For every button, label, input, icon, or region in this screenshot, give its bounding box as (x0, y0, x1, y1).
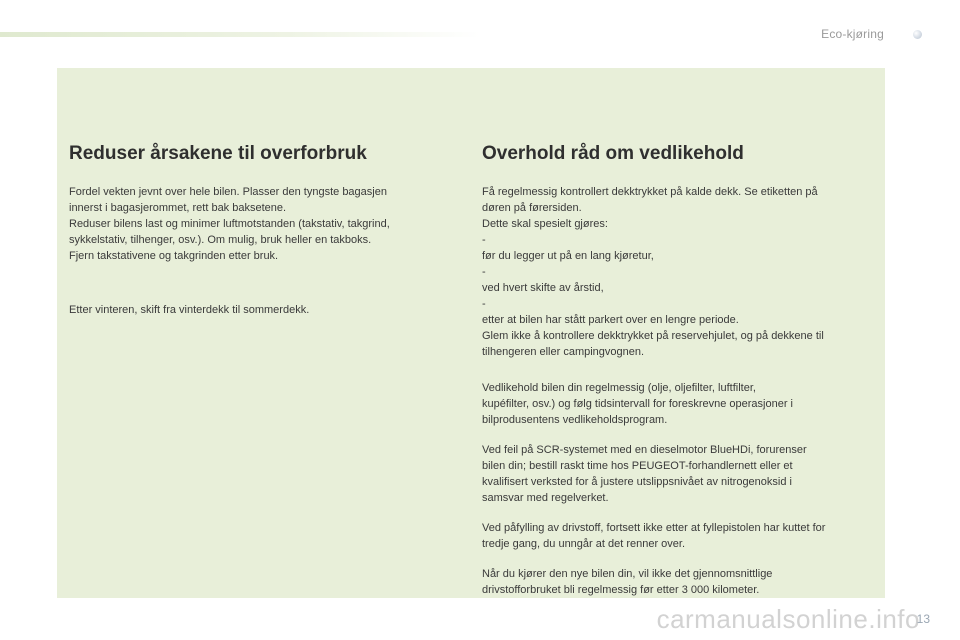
text-line: Vedlikehold bilen din regelmessig (olje, oljefilter, luftfilter, (482, 382, 756, 394)
text-line: tilhengeren eller campingvognen. (482, 346, 645, 358)
left-paragraph-tyres (69, 302, 454, 318)
text-line: tredje gang, du unngår at det renner over. (482, 538, 686, 550)
text-line: innerst i bagasjerommet, rett bak baksetene. (69, 202, 287, 214)
header-accent-bar (0, 32, 480, 37)
left-paragraph-weight (69, 184, 454, 264)
text-line: kupéfilter, osv.) og følg tidsintervall for foreskrevne operasjoner i (482, 398, 793, 410)
list-item (482, 296, 882, 328)
text-line: bilprodusentens vedlikeholdsprogram. (482, 414, 668, 426)
page-number: 13 (916, 612, 930, 626)
text-line: drivstofforbruket bli regelmessig før etter 3 000 kilometer. (482, 584, 760, 596)
text-line: Ved feil på SCR-systemet med en dieselmotor BlueHDi, forurenser (482, 444, 807, 456)
right-paragraph-new-car (482, 566, 882, 598)
list-item-text: før du legger ut på en lang kjøretur, (482, 250, 654, 262)
text-line: Når du kjører den nye bilen din, vil ikke det gjennomsnittlige (482, 568, 773, 580)
text-line: bilen din; bestill raskt time hos PEUGEOT-forhandlernett eller et (482, 460, 793, 472)
section-label: Eco-kjøring (821, 27, 884, 41)
watermark: carmanualsonline.info (656, 604, 920, 634)
text-line: sykkelstativ, tilhenger, osv.). Om mulig, bruk heller en takboks. (69, 234, 372, 246)
right-paragraph-maintenance (482, 380, 882, 428)
text-line: Fjern takstativene og takgrinden etter bruk. (69, 250, 279, 262)
right-paragraph-refuelling (482, 520, 882, 552)
text-line: Glem ikke å kontrollere dekktrykket på reservehjulet, og på dekkene til (482, 330, 824, 342)
text-line: Reduser bilens last og minimer luftmotstanden (takstativ, takgrind, (69, 218, 390, 230)
text-line: Ved påfylling av drivstoff, fortsett ikke etter at fyllepistolen har kuttet for (482, 522, 826, 534)
list-dash: - (482, 234, 486, 246)
right-paragraph-tyre-pressure (482, 184, 882, 360)
list-item-text: etter at bilen har stått parkert over en lengre periode. (482, 314, 739, 326)
list-dash: - (482, 298, 486, 310)
list-item (482, 232, 882, 264)
right-column (482, 140, 882, 598)
text-line: Fordel vekten jevnt over hele bilen. Plasser den tyngste bagasjen (69, 186, 387, 198)
text-line: kvalifisert verksted for å justere utslippsnivået av nitrogenoksid i (482, 476, 792, 488)
right-heading: Overhold råd om vedlikehold (482, 143, 744, 164)
list-item (482, 264, 882, 296)
right-paragraph-scr (482, 442, 882, 506)
left-heading: Reduser årsakene til overforbruk (69, 143, 367, 164)
list-item-text: ved hvert skifte av årstid, (482, 282, 604, 294)
left-column (69, 140, 454, 318)
text-line: døren på førersiden. (482, 202, 582, 214)
corner-dot-icon (913, 30, 922, 39)
text-line: Få regelmessig kontrollert dekktrykket på kalde dekk. Se etiketten på (482, 186, 818, 198)
text-line: samsvar med regelverket. (482, 492, 609, 504)
list-dash: - (482, 266, 486, 278)
text-line: Dette skal spesielt gjøres: (482, 218, 608, 230)
text-line: Etter vinteren, skift fra vinterdekk til sommerdekk. (69, 304, 310, 316)
